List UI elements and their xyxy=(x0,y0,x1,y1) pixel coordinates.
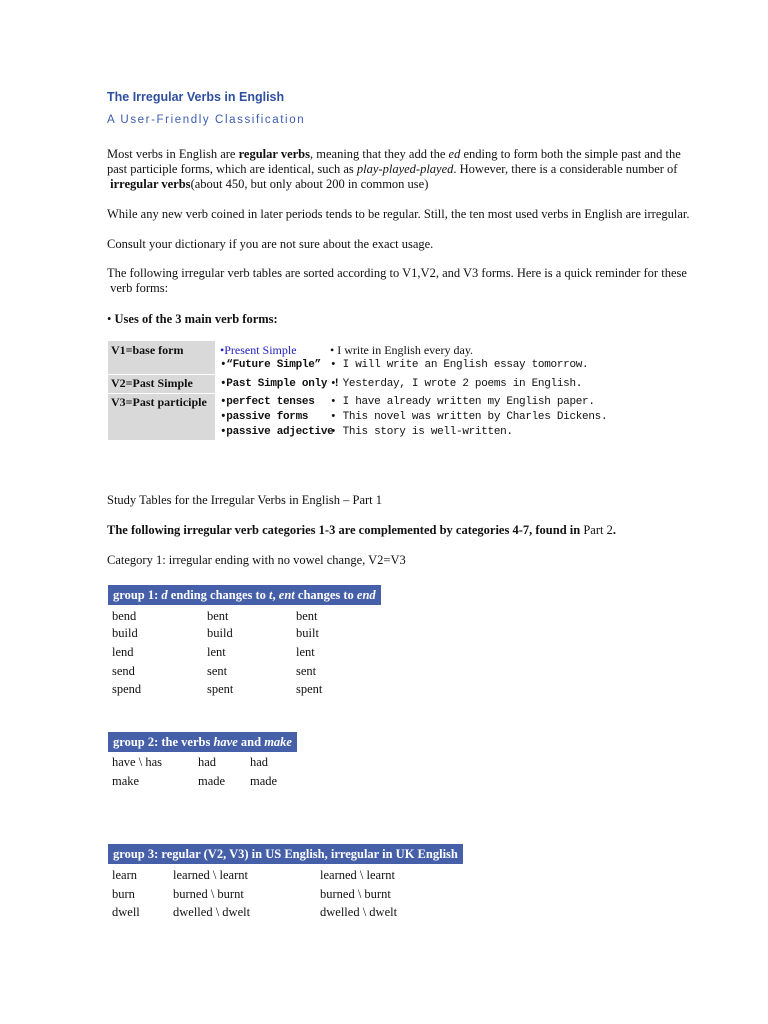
paragraph-dictionary: Consult your dictionary if you are not sure about the exact usage. xyxy=(107,237,434,251)
category1-heading: Category 1: irregular ending with no vowel change, V2=V3 xyxy=(107,553,406,567)
v3-example: • I have already written my English paper. xyxy=(330,396,595,408)
group3-cell: burn xyxy=(112,887,135,901)
group3-cell: learned \ learnt xyxy=(320,868,395,882)
group2-cell: have \ has xyxy=(112,755,162,769)
row-divider xyxy=(108,393,215,394)
group1-cell: lend xyxy=(112,645,134,659)
group1-cell: spent xyxy=(296,682,323,696)
v2-label: V2=Past Simple xyxy=(111,376,193,390)
v1-use-future-simple: •“Future Simple” xyxy=(220,359,321,371)
group2-header: group 2: the verbs have and make xyxy=(108,732,297,752)
intro-paragraph: Most verbs in English are regular verbs, meaning that they add the ed ending to form both the simple past and the past participle forms, which are identical, such as play-played-played. However, there is a considerable number of irregular verbs(about 450, but only about 200 in common use) xyxy=(107,147,681,191)
group1-cell: bent xyxy=(207,609,229,623)
study-heading: Study Tables for the Irregular Verbs in English – Part 1 xyxy=(107,493,383,507)
term-regular-verbs: regular verbs xyxy=(238,147,310,161)
group2-cell: had xyxy=(198,755,217,769)
group3-cell: dwelled \ dwelt xyxy=(320,905,398,919)
v1-label: V1=base form xyxy=(111,343,184,357)
group3-cell: learned \ learnt xyxy=(173,868,248,882)
group1-cell: sent xyxy=(296,664,317,678)
group1-cell: lent xyxy=(207,645,226,659)
group2-cell: make xyxy=(112,774,140,788)
v3-use-perfect: •perfect tenses xyxy=(220,396,315,408)
group3-cell: dwelled \ dwelt xyxy=(173,905,251,919)
group1-cell: build xyxy=(112,626,138,640)
group1-cell: built xyxy=(296,626,319,640)
group2-cell: had xyxy=(250,755,269,769)
group2-cell: made xyxy=(198,774,226,788)
v2-example: • Yesterday, I wrote 2 poems in English. xyxy=(330,378,583,390)
v3-example: • This novel was written by Charles Dickens. xyxy=(330,411,608,423)
group1-cell: sent xyxy=(207,664,228,678)
verb-forms-table xyxy=(108,341,608,441)
v3-use-passive: •passive forms xyxy=(220,411,309,423)
v1-example: • I write in English every day. xyxy=(330,343,474,357)
v3-example: • This story is well-written. xyxy=(330,426,513,438)
group1-cell: bent xyxy=(296,609,318,623)
v1-example: • I will write an English essay tomorrow. xyxy=(330,359,589,371)
paragraph-new-verbs: While any new verb coined in later periods tends to be regular. Still, the ten most used verbs in English are irregular. xyxy=(107,207,690,221)
group1-cell: send xyxy=(112,664,135,678)
v3-use-passive-adjective: •passive adjective xyxy=(220,426,334,438)
categories-note: The following irregular verb categories 1-3 are complemented by categories 4-7, found in Part 2. xyxy=(107,523,616,537)
uses-heading: • Uses of the 3 main verb forms: xyxy=(107,312,278,326)
group3-header: group 3: regular (V2, V3) in US English, irregular in UK English xyxy=(108,844,463,864)
page-subtitle: A User-Friendly Classification xyxy=(107,114,306,126)
paragraph-tables-intro: The following irregular verb tables are sorted according to V1,V2, and V3 forms. Here is a quick reminder for these verb forms: xyxy=(107,266,687,295)
group1-cell: spent xyxy=(207,682,234,696)
group3-cell: learn xyxy=(112,868,137,882)
group1-header: group 1: d ending changes to t, ent changes to end xyxy=(108,585,381,605)
group1-cell: spend xyxy=(112,682,142,696)
row-divider xyxy=(108,374,215,375)
group3-cell: burned \ burnt xyxy=(320,887,391,901)
term-irregular-verbs: irregular verbs xyxy=(110,177,191,191)
group2-cell: made xyxy=(250,774,278,788)
v3-label: V3=Past participle xyxy=(111,395,207,409)
group3-cell: burned \ burnt xyxy=(173,887,244,901)
group1-cell: bend xyxy=(112,609,137,623)
group1-cell: lent xyxy=(296,645,315,659)
page-title: The Irregular Verbs in English xyxy=(107,90,285,104)
group3-cell: dwell xyxy=(112,905,140,919)
v2-use-past-simple: •Past Simple only ! xyxy=(220,378,340,390)
v1-use-present-simple: •Present Simple xyxy=(220,343,297,357)
group1-cell: build xyxy=(207,626,233,640)
part2-link[interactable]: Part 2 xyxy=(583,523,613,537)
